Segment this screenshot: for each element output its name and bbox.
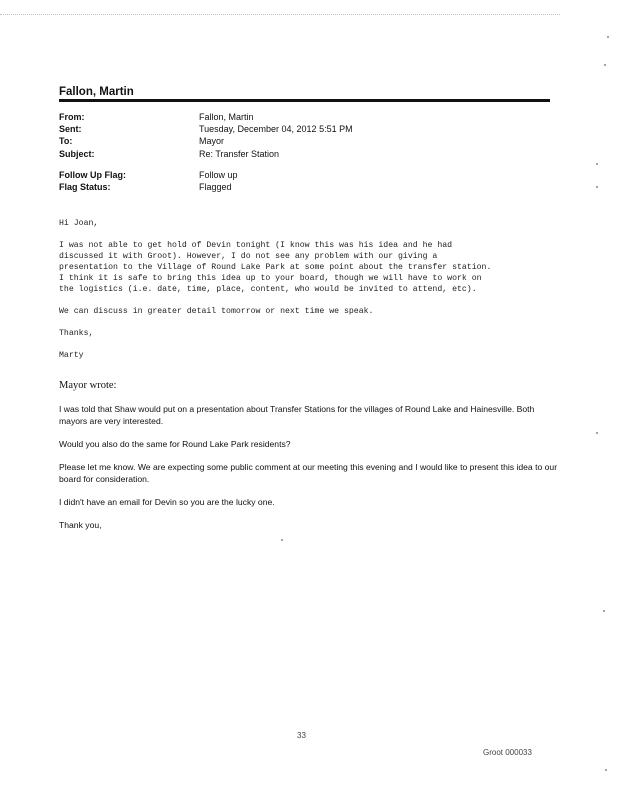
reply-signature: Marty [59, 351, 84, 360]
reply-body-line: the logistics (i.e. date, time, place, content, who would be invited to attend, etc). [59, 285, 477, 294]
meta-label: Follow Up Flag: [59, 169, 126, 180]
meta-label: Subject: [59, 148, 95, 159]
meta-value: Tuesday, December 04, 2012 5:51 PM [199, 124, 353, 135]
meta-value: Flagged [199, 181, 232, 192]
meta-label: Flag Status: [59, 181, 111, 192]
reply-body-line: presentation to the Village of Round Lake Park at some point about the transfer station. [59, 263, 492, 272]
reply-greeting: Hi Joan, [59, 219, 99, 228]
meta-label: From: [59, 112, 85, 122]
scan-speck [603, 610, 605, 612]
header-rule [59, 99, 550, 102]
meta-value: Follow up [199, 169, 238, 180]
meta-value: Fallon, Martin [199, 112, 254, 122]
reply-closing-line: We can discuss in greater detail tomorrow or next time we speak. [59, 307, 374, 316]
quoted-paragraph: I was told that Shaw would put on a presentation about Transfer Stations for the villages of Round Lake and Hainesville. Both mayors are very interested. [59, 404, 535, 426]
quoted-paragraph: Please let me know. We are expecting some public comment at our meeting this evening and I would like to present this idea to our board for consideration. [59, 462, 558, 484]
scan-speck [596, 432, 598, 434]
reply-body-line: I think it is safe to bring this idea up to your board, though we will have to work on [59, 274, 482, 283]
scan-speck [281, 539, 283, 541]
email-metadata-table [59, 112, 550, 194]
scan-speck [605, 769, 607, 771]
reply-body-line: I was not able to get hold of Devin tonight (I know this was his idea and he had [59, 241, 453, 250]
bates-number: Groot 000033 [483, 748, 532, 757]
quoted-paragraph: I didn't have an email for Devin so you are the lucky one. [59, 497, 275, 507]
quoted-author: Mayor wrote: [59, 380, 117, 391]
sender-name-header: Fallon, Martin [59, 86, 134, 98]
meta-row-to [59, 136, 550, 148]
quoted-paragraph: Thank you, [59, 520, 102, 530]
scan-speck [596, 186, 598, 188]
meta-value: Re: Transfer Station [199, 148, 280, 159]
reply-thanks: Thanks, [59, 329, 94, 338]
quoted-message [59, 380, 559, 542]
quoted-paragraph: Would you also do the same for Round Lake Park residents? [59, 439, 291, 449]
meta-row-subject [59, 149, 550, 161]
meta-row-follow-up-flag [59, 170, 550, 182]
meta-label: To: [59, 136, 73, 147]
page-number: 33 [297, 731, 306, 740]
meta-row-sent [59, 124, 550, 136]
scan-artifact-line [0, 14, 560, 21]
meta-label: Sent: [59, 124, 82, 135]
meta-row-flag-status [59, 182, 550, 194]
reply-body-line: discussed it with Groot). However, I do not see any problem with our giving a [59, 252, 438, 261]
scan-speck [607, 36, 609, 38]
meta-value: Mayor [199, 136, 225, 147]
meta-row-from [59, 112, 550, 124]
meta-spacer [59, 161, 550, 170]
scan-speck [596, 163, 598, 165]
scan-speck [604, 64, 606, 66]
reply-body [59, 218, 559, 361]
